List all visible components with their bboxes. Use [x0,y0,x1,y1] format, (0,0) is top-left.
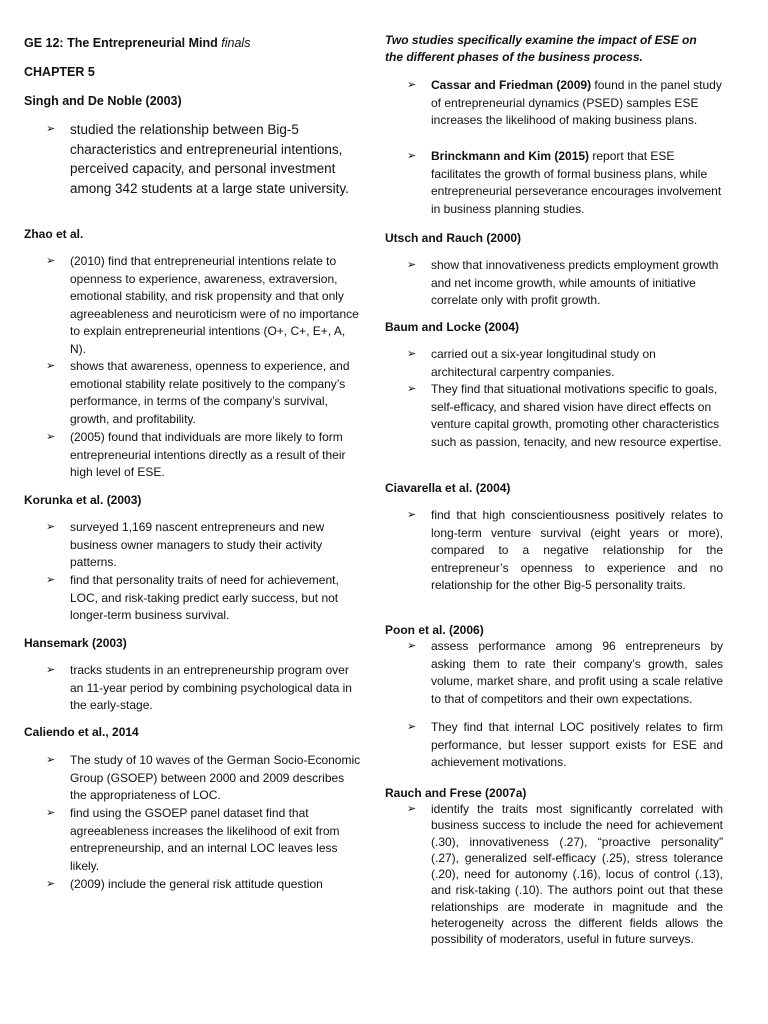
bullet-item: ➢ find using the GSOEP panel dataset find that agreeableness increases the likelihood of exit from entrepreneurship, and an internal LOC leaves less likely. [46,806,340,873]
bullet-item: ➢ surveyed 1,169 nascent entrepreneurs and new business owner managers to study their activity patterns. [46,520,325,569]
arrow-bullet-icon: ➢ [407,803,417,815]
intro-heading: Two studies specifically examine the impact of ESE on the different phases of the business process. [385,33,697,64]
document-title: GE 12: The Entrepreneurial Mind finals [24,36,251,50]
bullet-item: ➢ find that high conscientiousness positively relates to long-term venture survival (eight years or more), compared to a negative relationship for the entrepreneur’s openness to experience and no relationship for the other Big-5 personality traits. [407,508,723,592]
bullet-item: ➢ The study of 10 waves of the German Socio-Economic Group (GSOEP) between 2000 and 2009 describes the appropriateness of LOC. [46,753,361,802]
section-heading: Utsch and Rauch (2000) [385,231,522,245]
section-heading: Singh and De Noble (2003) [24,94,182,108]
arrow-bullet-icon: ➢ [46,807,56,819]
bullet-item: ➢ show that innovativeness predicts employment growth and net income growth, while amounts of initiative correlate only with profit growth. [407,258,719,307]
arrow-bullet-icon: ➢ [46,255,56,267]
section-heading: Caliendo et al., 2014 [24,725,139,739]
arrow-bullet-icon: ➢ [407,383,417,395]
arrow-bullet-icon: ➢ [407,150,417,162]
bullet-item: ➢ identify the traits most significantly correlated with business success to include the need for achievement (.30), innovativeness (.27), “proactive personality” (.27), generalized self-efficacy (.25), stress tolerance (.20), need for autonomy (.16), locus of control (.13), and risk-taking (.10). The authors point out that these relationships are moderate in magnitude and the heterogeneity across the different fields allows the possibility of moderators, useful in future surveys. [407,802,723,947]
section-heading: Baum and Locke (2004) [385,320,520,334]
bullet-item: ➢ tracks students in an entrepreneurship program over an 11-year period by combining psychological data in the early-stage. [46,663,352,712]
bullet-item: ➢ (2009) include the general risk attitude question [46,876,364,894]
section-heading: Ciavarella et al. (2004) [385,481,511,495]
arrow-bullet-icon: ➢ [407,259,417,271]
bullet-item: ➢ (2005) found that individuals are more likely to form entrepreneurial intentions directly as a result of their high level of ESE. [46,430,346,479]
arrow-bullet-icon: ➢ [46,754,56,766]
arrow-bullet-icon: ➢ [46,664,56,676]
section-heading: Hansemark (2003) [24,636,127,650]
bullet-item: ➢ They find that situational motivations specific to goals, self-efficacy, and shared vision have direct effects on venture capital growth, promoting other characteristics such as passion, tenacity, and new resource expertise. [407,382,722,449]
arrow-bullet-icon: ➢ [46,878,56,890]
arrow-bullet-icon: ➢ [46,360,56,372]
section-heading: Poon et al. (2006) [385,623,484,637]
arrow-bullet-icon: ➢ [407,721,417,733]
bullet-item: ➢ studied the relationship between Big-5 characteristics and entrepreneurial intentions, perceived capacity, and personal investment among 342 students at a large state university. [46,122,349,196]
bullet-item: ➢ shows that awareness, openness to experience, and emotional stability relate positively to the company’s performance, in terms of the company’s survival, growth, and profitability. [46,359,350,426]
section-heading: Rauch and Frese (2007a) [385,786,527,800]
bullet-item: ➢ Cassar and Friedman (2009) found in the panel study of entrepreneurial dynamics (PSED) samples ESE increases the likelihood of making business plans. [407,78,722,127]
arrow-bullet-icon: ➢ [46,521,56,533]
section-heading: Zhao et al. [24,227,84,241]
bullet-item: ➢ They find that internal LOC positively relates to firm performance, but lesser support exists for ESE and achievement motivations. [407,720,723,769]
arrow-bullet-icon: ➢ [46,123,56,135]
bullet-item: ➢ (2010) find that entrepreneurial intentions relate to openness to experience, awareness, extraversion, emotional stability, and risk propensity and that only agreeableness and neuroticism were of no importance to explain entrepreneurial intentions (O+, C+, E+, A, N). [46,254,359,356]
bullet-item: ➢ assess performance among 96 entrepreneurs by asking them to rate their company’s growth, sales volume, market share, and profit using a scale relative to that of competitors and their own expectations. [407,639,723,706]
arrow-bullet-icon: ➢ [407,509,417,521]
arrow-bullet-icon: ➢ [407,348,417,360]
arrow-bullet-icon: ➢ [46,431,56,443]
section-heading: Korunka et al. (2003) [24,493,142,507]
arrow-bullet-icon: ➢ [46,574,56,586]
bullet-item: ➢ find that personality traits of need for achievement, LOC, and risk-taking predict early success, but not longer-term business survival. [46,573,339,622]
chapter-heading: CHAPTER 5 [24,65,95,79]
arrow-bullet-icon: ➢ [407,79,417,91]
bullet-item: ➢ carried out a six-year longitudinal study on architectural carpentry companies. [407,347,656,379]
bullet-item: ➢ Brinckmann and Kim (2015) report that ESE facilitates the growth of formal business plans, while entrepreneurial perseverance encourages involvement in business planning studies. [407,149,722,216]
arrow-bullet-icon: ➢ [407,640,417,652]
